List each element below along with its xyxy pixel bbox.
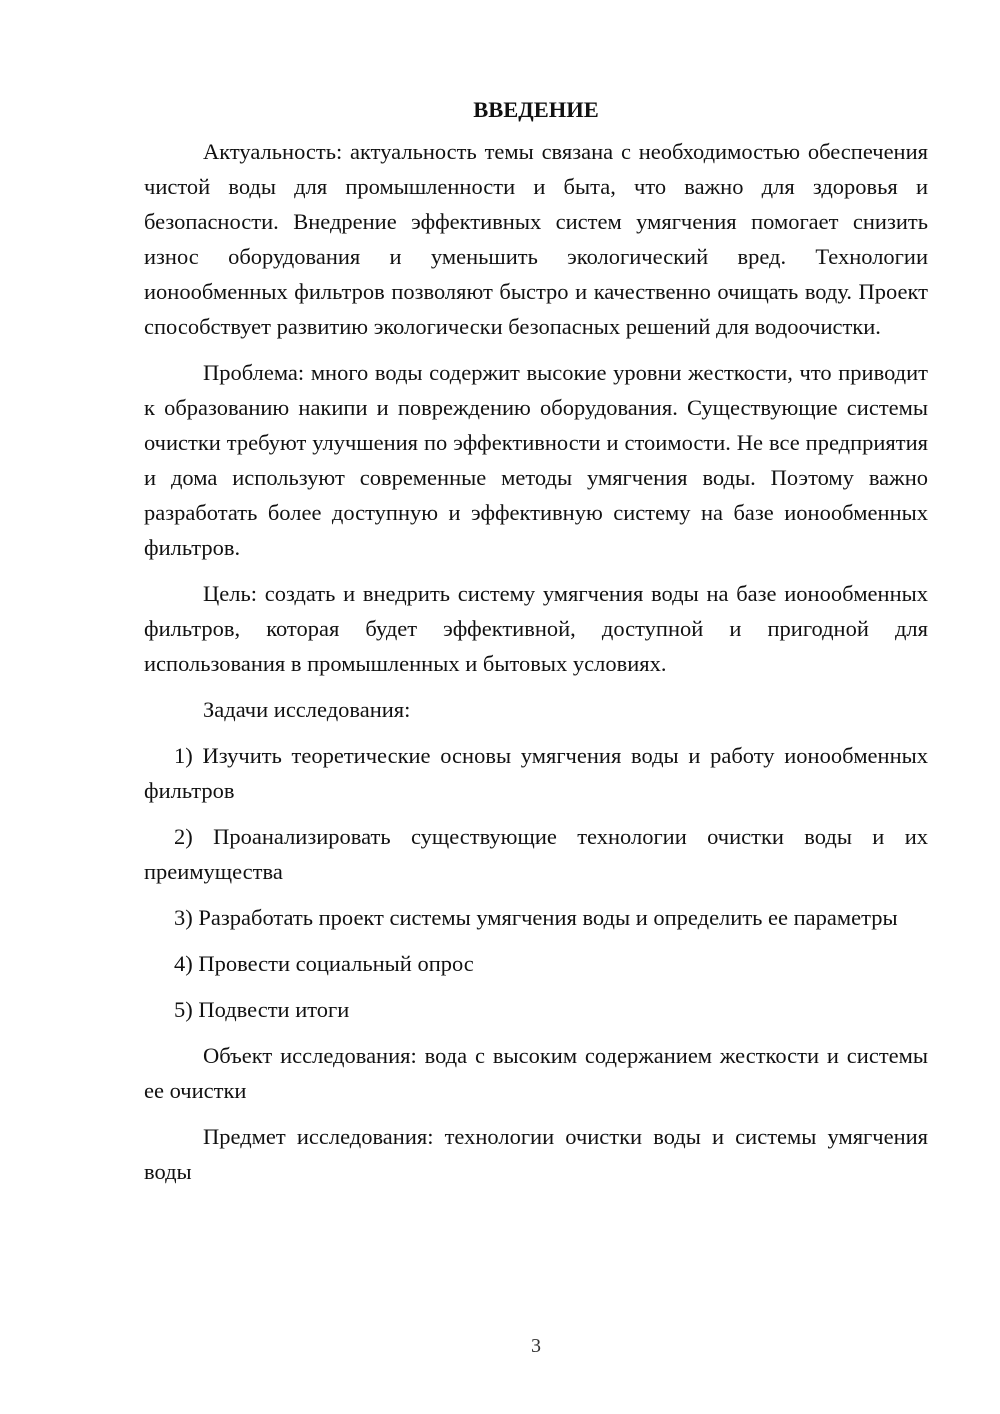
task-item-4: 4) Провести социальный опрос <box>174 951 474 976</box>
page-number: 3 <box>531 1335 541 1357</box>
goal-paragraph: Цель: создать и внедрить систему умягчения воды на базе ионообменных фильтров, которая будет эффективной, доступной и пригодной для использования в промышленных и бытовых условиях. <box>144 581 928 676</box>
problem-paragraph: Проблема: много воды содержит высокие уровни жесткости, что приводит к образованию накипи и повреждению оборудования. Существующие системы очистки требуют улучшения по эффективности и стоимости. Не все предприятия и дома используют современные методы умягчения воды. Поэтому важно разработать более доступную и эффективную систему на базе ионообменных фильтров. <box>144 360 928 560</box>
relevance-paragraph: Актуальность: актуальность темы связана с необходимостью обеспечения чистой воды для промышленности и быта, что важно для здоровья и безопасности. Внедрение эффективных систем умягчения помогает снизить износ оборудования и уменьшить экологический вред. Технологии ионообменных фильтров позволяют быстро и качественно очищать воду. Проект способствует развитию экологически безопасных решений для водоочистки. <box>144 139 928 339</box>
task-item-5: 5) Подвести итоги <box>174 997 350 1022</box>
subject-paragraph: Предмет исследования: технологии очистки воды и системы умягчения воды <box>144 1124 928 1184</box>
page-title: ВВЕДЕНИЕ <box>473 97 599 122</box>
object-paragraph: Объект исследования: вода с высоким содержанием жесткости и системы ее очистки <box>144 1043 928 1103</box>
task-item-1: 1) Изучить теоретические основы умягчения воды и работу ионообменных фильтров <box>144 743 928 803</box>
task-item-2: 2) Проанализировать существующие технологии очистки воды и их преимущества <box>144 824 928 884</box>
task-item-3: 3) Разработать проект системы умягчения воды и определить ее параметры <box>174 905 898 930</box>
page-content <box>144 92 928 1200</box>
tasks-heading: Задачи исследования: <box>203 697 411 722</box>
